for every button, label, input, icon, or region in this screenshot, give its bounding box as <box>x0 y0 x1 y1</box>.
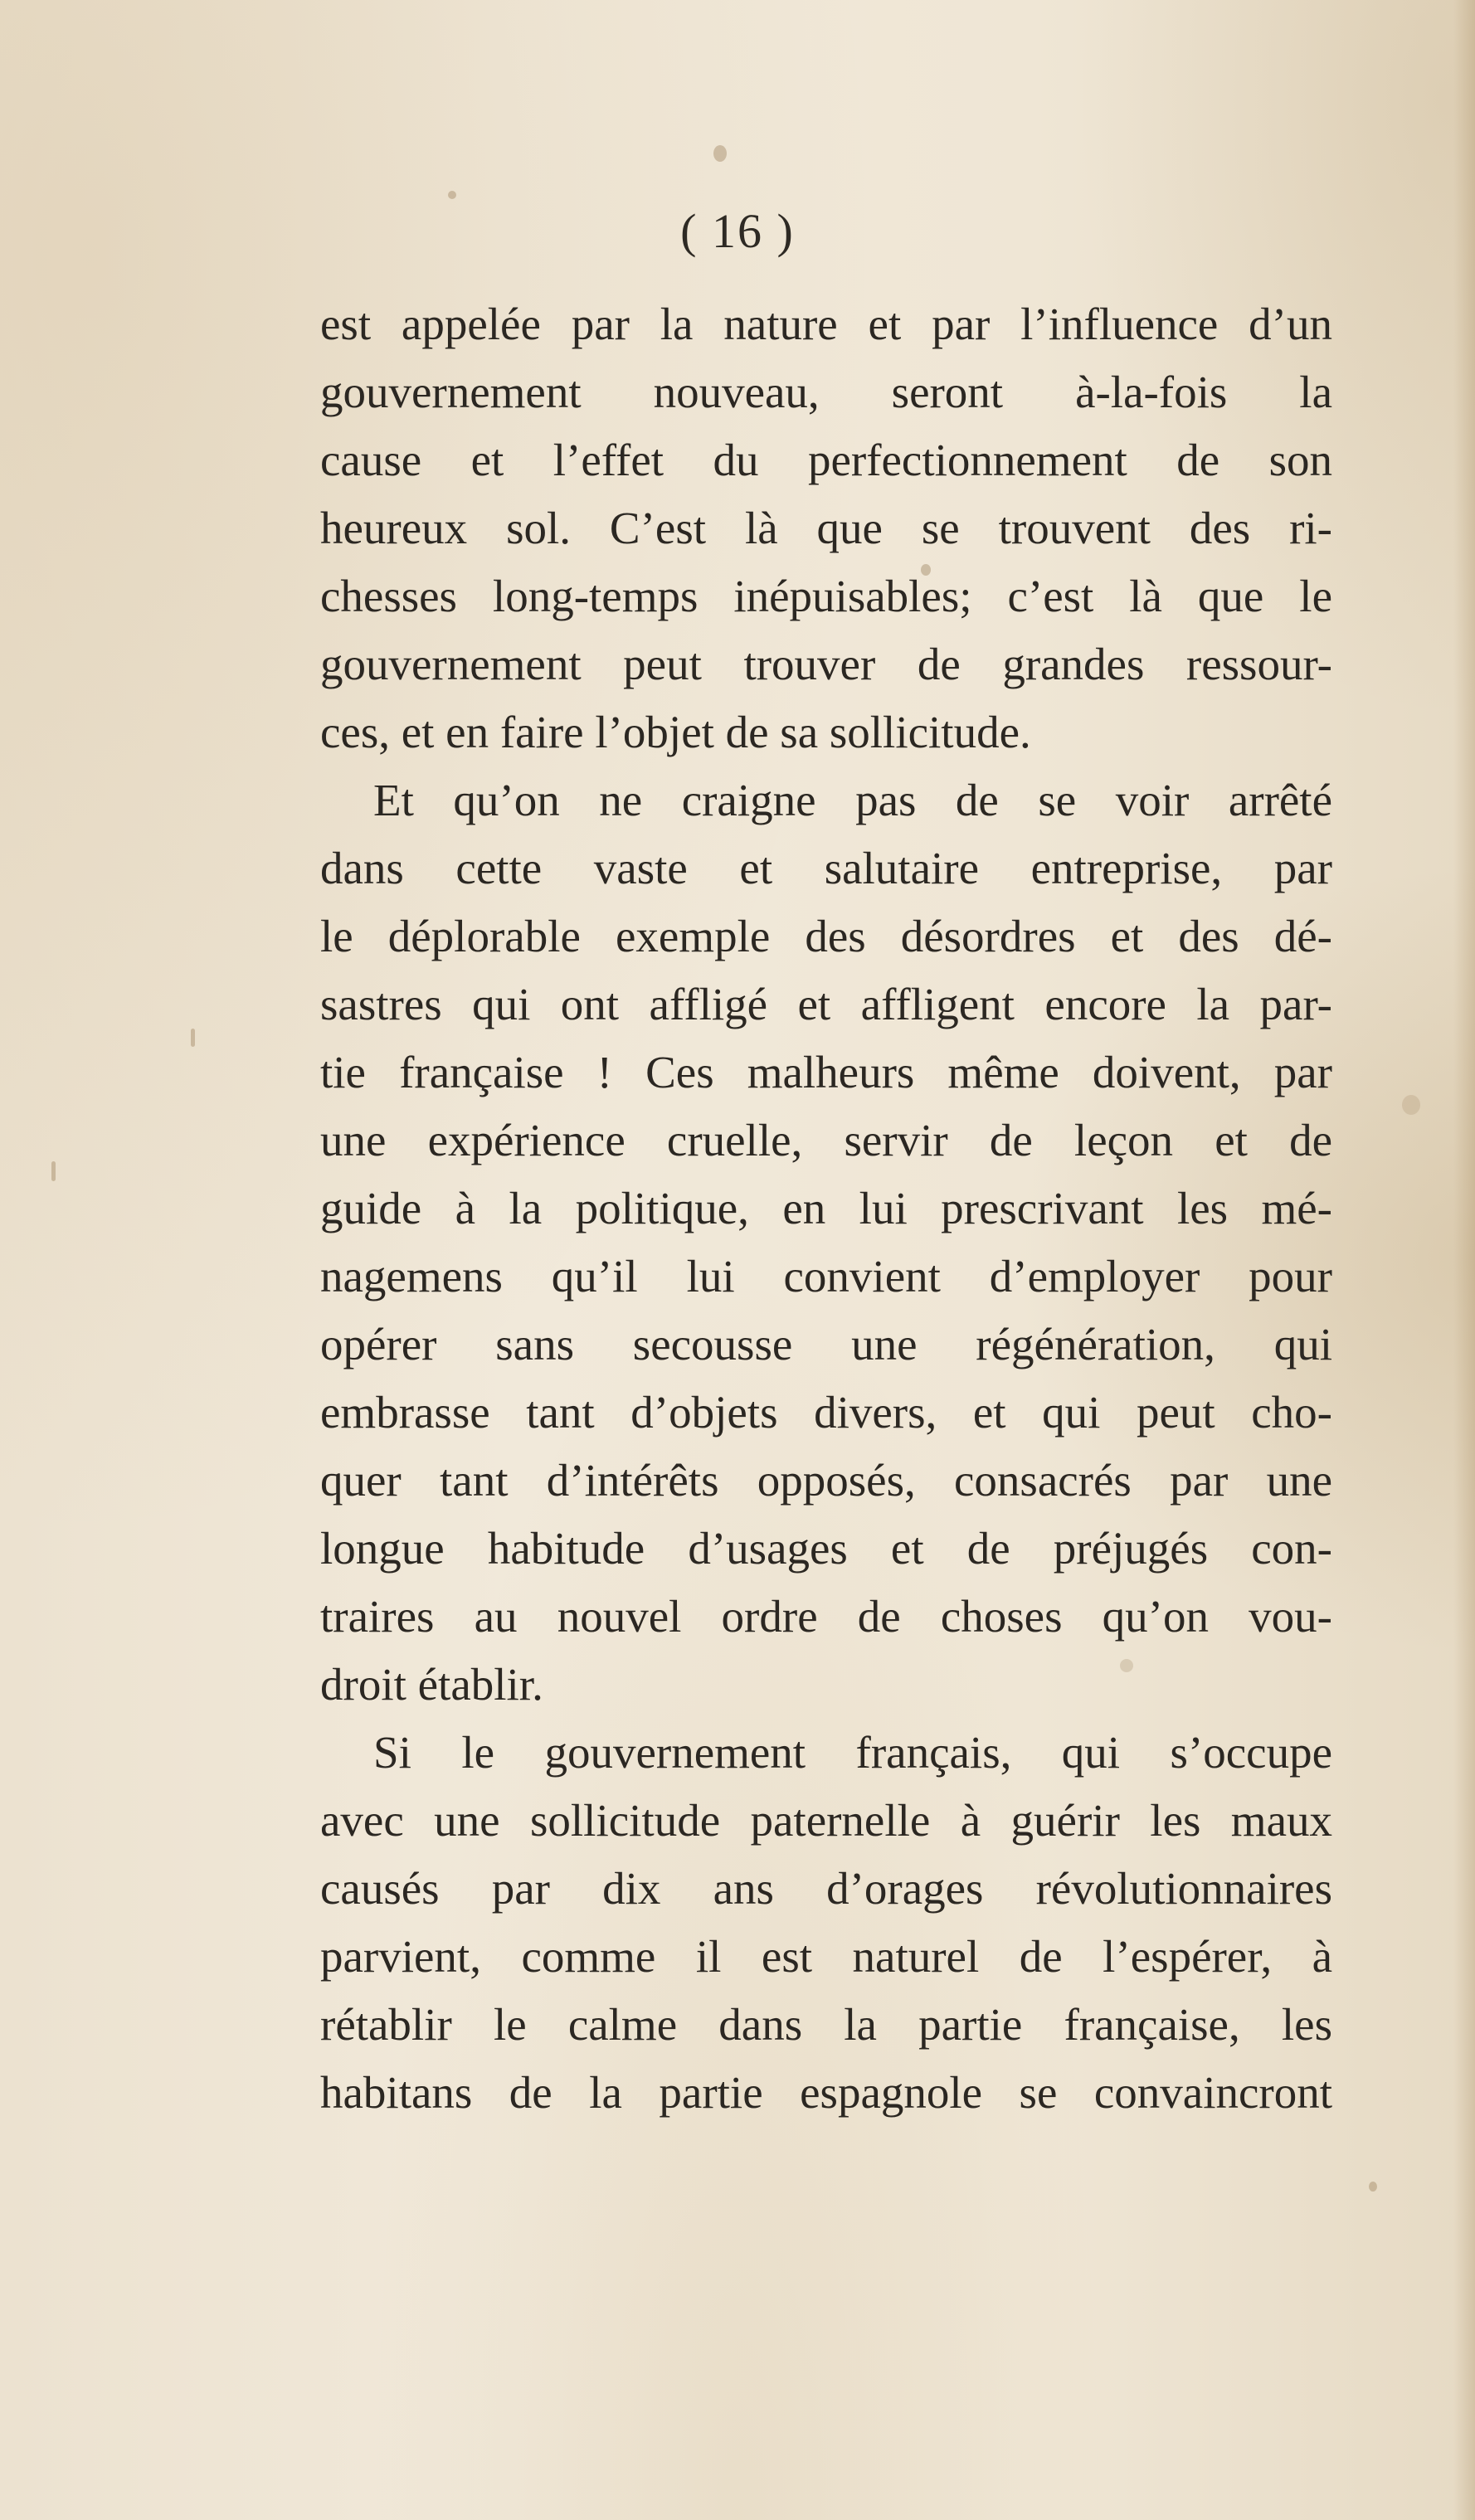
page-edge-shadow <box>1453 0 1475 2520</box>
text-line: quer tant d’intérêts opposés, consacrés par une <box>320 1455 1332 1506</box>
ink-spot <box>51 1161 56 1181</box>
text-line: opérer sans secousse une régénération, qui <box>320 1319 1332 1369</box>
text-line: avec une sollicitude paternelle à guérir les maux <box>320 1795 1332 1846</box>
text-line: gouvernement peut trouver de grandes ressour- <box>320 639 1332 689</box>
paragraph-3 <box>320 1719 1332 2127</box>
text-line: Si le gouvernement français, qui s’occupe <box>373 1727 1332 1778</box>
paragraph-2 <box>320 766 1332 1719</box>
text-line: causés par dix ans d’orages révolutionnaires <box>320 1863 1332 1914</box>
text-line: droit établir. <box>320 1659 543 1710</box>
text-line: le déplorable exemple des désordres et des dé- <box>320 911 1332 961</box>
text-line: heureux sol. C’est là que se trouvent des ri- <box>320 503 1332 553</box>
text-line: longue habitude d’usages et de préjugés con- <box>320 1523 1332 1574</box>
paragraph-1 <box>320 290 1332 766</box>
text-line: dans cette vaste et salutaire entreprise, par <box>320 843 1332 893</box>
text-line: embrasse tant d’objets divers, et qui peut cho- <box>320 1387 1332 1438</box>
text-line: gouvernement nouveau, seront à-la-fois la <box>320 367 1332 417</box>
text-line: sastres qui ont affligé et affligent encore la par- <box>320 979 1332 1029</box>
text-line: Et qu’on ne craigne pas de se voir arrêté <box>373 775 1332 825</box>
text-line: parvient, comme il est naturel de l’espérer, à <box>320 1931 1332 1982</box>
text-line: cause et l’effet du perfectionnement de son <box>320 435 1332 485</box>
ink-spot <box>1369 2182 1377 2192</box>
page-number: ( 16 ) <box>680 204 795 258</box>
ink-spot <box>191 1029 195 1047</box>
ink-spot <box>713 145 727 162</box>
body-text <box>320 290 1332 2127</box>
text-line: rétablir le calme dans la partie française, les <box>320 1999 1332 2050</box>
text-line: chesses long-temps inépuisables; c’est là que le <box>320 571 1332 621</box>
text-line: guide à la politique, en lui prescrivant les mé- <box>320 1183 1332 1233</box>
ink-spot <box>1402 1095 1420 1115</box>
text-line: habitans de la partie espagnole se convaincront <box>320 2067 1332 2118</box>
text-line: tie française ! Ces malheurs même doivent, par <box>320 1047 1332 1097</box>
text-line: ces, et en faire l’objet de sa sollicitude. <box>320 707 1031 757</box>
text-line: nagemens qu’il lui convient d’employer pour <box>320 1251 1332 1301</box>
text-line: est appelée par la nature et par l’influence d’un <box>320 299 1332 349</box>
text-line: traires au nouvel ordre de choses qu’on vou- <box>320 1591 1332 1642</box>
ink-spot <box>448 191 456 199</box>
text-line: une expérience cruelle, servir de leçon et de <box>320 1115 1332 1165</box>
